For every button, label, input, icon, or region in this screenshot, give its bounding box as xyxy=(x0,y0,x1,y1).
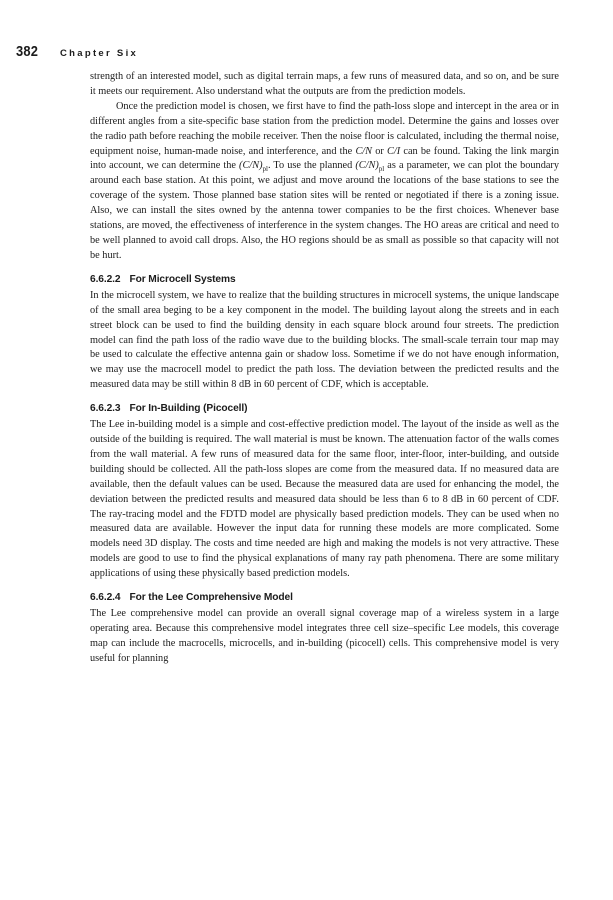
section-body-microcell: In the microcell system, we have to realize that the building structures in microcell systems, the unique landscape of the small area beging to be a key component in the model. The building layout along the streets and in each street block can be used to find the building density in each square block around four streets. The prediction model can find the path loss of the radio wave due to the building blocks. The small-scale terrain tour map may be used to calculate the effective antenna gain or shadow loss. Sometime if we do not have enough information, we may use the macrocell model to predict the path loss. The deviation between the predicted results and the measured data may be still within 8 dB in 60 percent of CDF, which is acceptable. xyxy=(90,289,559,391)
page-body xyxy=(90,70,559,667)
intro-paragraph: strength of an interested model, such as digital terrain maps, a few runs of measured data, and so on, and be sure it meets our requirement. Also understand what the outputs are from the prediction models. xyxy=(90,71,559,97)
running-head xyxy=(16,43,138,63)
prediction-paragraph: Once the prediction model is chosen, we first have to find the path-loss slope and intercept in the area or in different angles from a site-specific base station from the prediction model. Determine the gains and losses over the radio path before reaching the mobile receiver. Then the noise floor is calculated, including the thermal noise, equipment noise, human-made noise, and interference, and the C/N or C/I can be found. Taking the link margin into account, we can determine the $(C/N)_{pl}$. To use the planned $(C/N)_{pl}$ as a parameter, we can plot the boundary around each base station. At this point, we adjust and move around the locations of the base stations to see the coverage of the system. Those planned base station sites will be rented or negotiated if there is a zoning issue. Also, we can install the sites owned by the antenna tower companies to be the first choices. Whenever base stations, are moved, the effectiveness of interference in the system changes. The HO areas are critical and need to be well planned to avoid call drops. Also, the HO regions should be as small as possible so that capacity will not be hurt. xyxy=(90,100,559,261)
section-heading-in-building: 6.6.2.3 For In-Building (Picocell) xyxy=(90,403,248,415)
chapter-label: Chapter Six xyxy=(60,48,139,59)
page-number: 382 xyxy=(16,43,39,60)
section-body-comprehensive: The Lee comprehensive model can provide an overall signal coverage map of a wireless system in a large operating area. Because this comprehensive model integrates three cell size–specific Lee models, this coverage map can include the macrocells, microcells, and in-building (picocell) cells. This comprehensive model is very useful for planning xyxy=(90,608,559,664)
section-body-in-building: The Lee in-building model is a simple and cost-effective prediction model. The layout of the inside as well as the outside of the building is required. The wall material is must be known. The attenuation factor of the walls comes from the wall material. A few runs of measured data for the same floor, inter-floor, inter-building, and outside building should be collected. All the path-loss slopes are come from the measured data. If no measured data are available, then the default values can be used. Because the measured data are used for enhancing the model, the deviation between the predicted results and measured data should be less than 6 to 8 dB in 60 percent of CDF. The ray-tracing model and the FDTD model are physically based prediction models. They can be used when no measured data are available. However the input data for running these models are more complicated. Some models need 3D display. The costs and time needed are high and making the models is not very attractive. These models are good to use to find the physical explanations of many ray path phenomena. There are some military applications of using these physically based prediction models. xyxy=(90,419,559,580)
section-heading-comprehensive: 6.6.2.4 For the Lee Comprehensive Model xyxy=(90,592,293,604)
section-heading-microcell: 6.6.2.2 For Microcell Systems xyxy=(90,273,236,285)
